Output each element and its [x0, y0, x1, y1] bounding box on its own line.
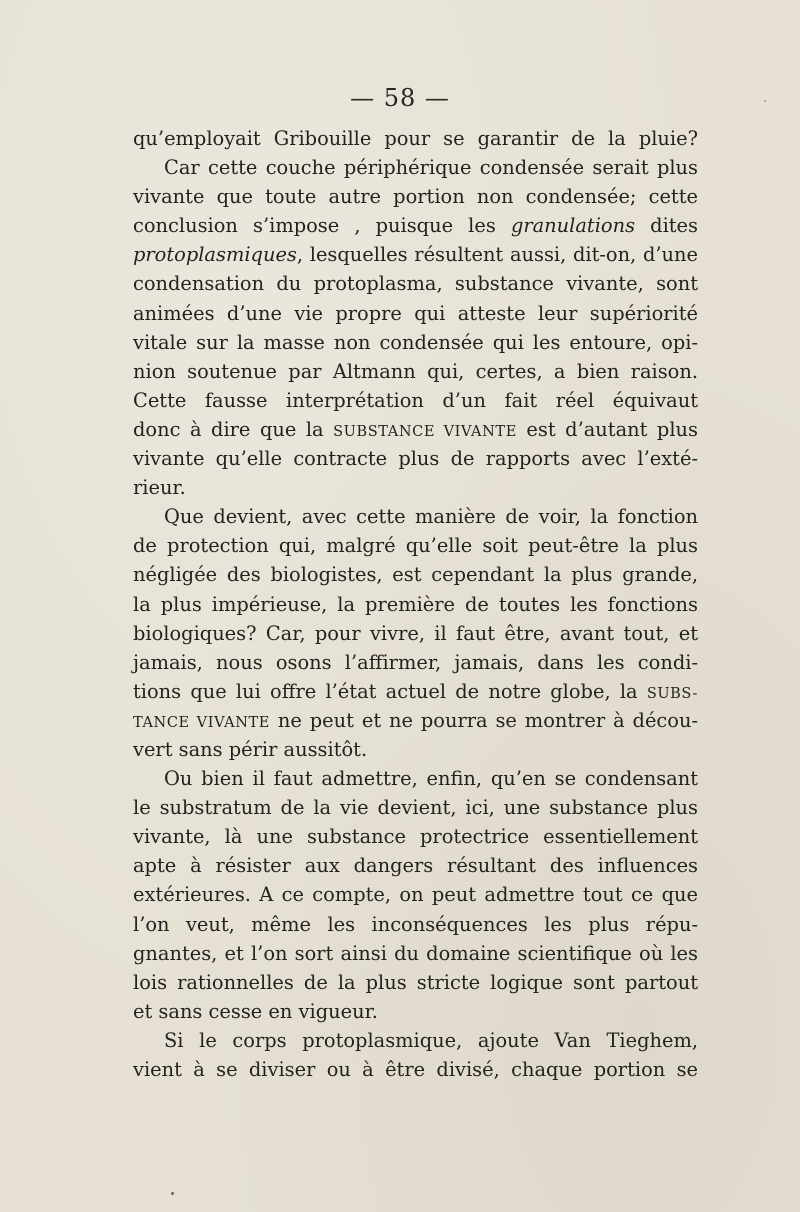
text-line: protoplasmiques, lesquelles résultent aussi, dit-on, d’une	[133, 243, 698, 267]
text-line: l’on veut, même les inconséquences les plus répu-	[133, 912, 698, 936]
text-line: la plus impérieuse, la première de toutes les fonctions	[133, 592, 698, 616]
text-line: donc à dire que la SUBSTANCE VIVANTE est d’autant plus	[133, 417, 698, 441]
text-line: et sans cesse en vigueur.	[133, 999, 378, 1023]
text-line: vert sans périr aussitôt.	[133, 737, 368, 761]
text-line: vivante, là une substance protectrice essentiellement	[133, 825, 698, 849]
text-line: vitale sur la masse non condensée qui les entoure, opi-	[133, 330, 698, 354]
text-line: Car cette couche périphérique condensée serait plus	[164, 156, 698, 180]
paper-speck	[764, 100, 766, 102]
italic-term: granulations	[510, 214, 636, 238]
text-line: condensation du protoplasma, substance vivante, sont	[133, 272, 698, 296]
text-line: rieur.	[133, 476, 186, 500]
text-line: lois rationnelles de la plus stricte logique sont partout	[133, 970, 698, 994]
text-line: conclusion s’impose , puisque les granulations dites	[133, 214, 698, 238]
text-line: Que devient, avec cette manière de voir, la fonction	[164, 505, 698, 529]
small-caps-term: SUBSTANCE VIVANTE	[333, 423, 517, 440]
text-line: qu’employait Gribouille pour se garantir de la pluie?	[133, 127, 698, 150]
text-line: vivante qu’elle contracte plus de rapports avec l’exté-	[133, 447, 698, 471]
text-line: vient à se diviser ou à être divisé, chaque portion se	[133, 1058, 698, 1081]
text-line: le substratum de la vie devient, ici, une substance plus	[133, 796, 698, 820]
text-line: Si le corps protoplasmique, ajoute Van Tieghem,	[164, 1028, 698, 1052]
text-line: tions que lui offre l’état actuel de notre globe, la SUBS-	[133, 679, 698, 703]
text-line: TANCE VIVANTE ne peut et ne pourra se montrer à décou-	[133, 708, 698, 732]
text-line: négligée des biologistes, est cependant la plus grande,	[133, 563, 698, 587]
body-text	[133, 124, 698, 1084]
text-line: extérieures. A ce compte, on peut admettre tout ce que	[133, 883, 698, 907]
text-line: de protection qui, malgré qu’elle soit peut-être la plus	[133, 534, 698, 558]
page-number: — 58 —	[350, 84, 450, 112]
text-line: nion soutenue par Altmann qui, certes, a bien raison.	[133, 359, 698, 383]
small-caps-term: TANCE VIVANTE	[133, 714, 270, 731]
text-line: apte à résister aux dangers résultant des influences	[133, 854, 698, 878]
small-caps-term: SUBS-	[646, 685, 698, 702]
text-line: animées d’une vie propre qui atteste leur supériorité	[133, 301, 698, 325]
italic-term: protoplasmiques	[133, 243, 297, 267]
paper-speck	[171, 1192, 174, 1195]
text-line: vivante que toute autre portion non condensée; cette	[133, 185, 698, 209]
text-line: Cette fausse interprétation d’un fait réel équivaut	[133, 388, 698, 412]
text-line: Ou bien il faut admettre, enfin, qu’en se condensant	[164, 767, 698, 791]
text-line: biologiques? Car, pour vivre, il faut être, avant tout, et	[133, 621, 698, 645]
text-line: jamais, nous osons l’affirmer, jamais, dans les condi-	[133, 650, 698, 674]
text-line: gnantes, et l’on sort ainsi du domaine scientifique où les	[133, 941, 698, 965]
